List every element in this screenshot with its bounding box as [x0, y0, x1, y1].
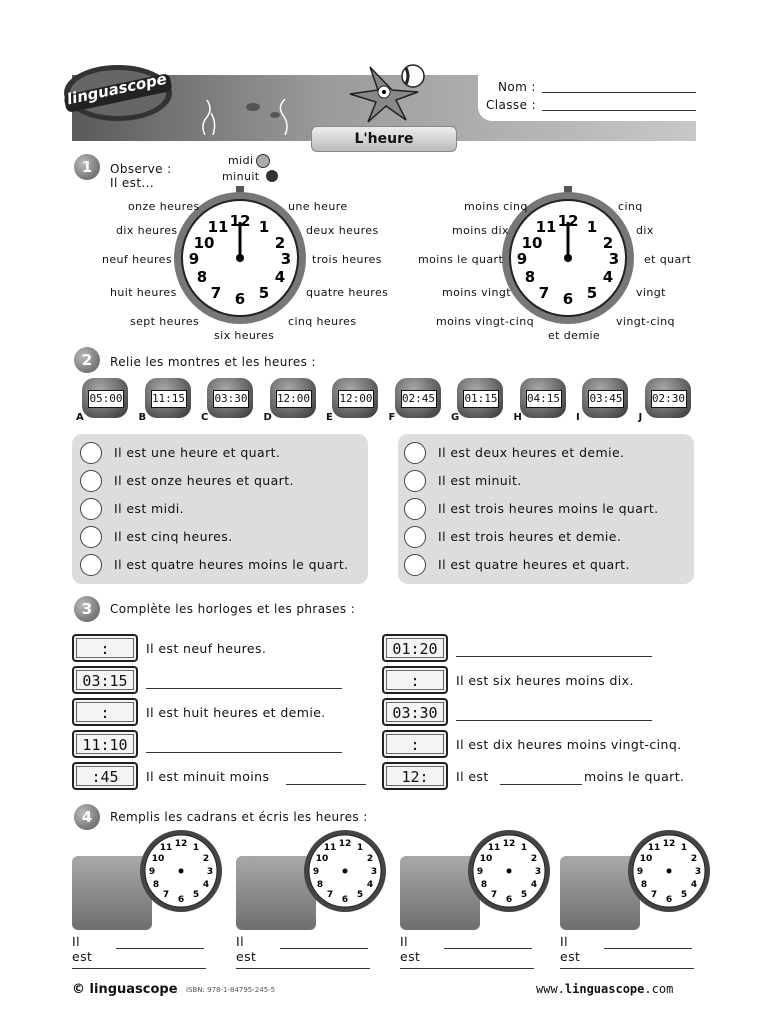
sentence-row	[80, 496, 366, 522]
svg-text:2: 2	[366, 854, 374, 864]
label-dix: dix	[636, 224, 654, 237]
answer-prefix: Il est	[560, 934, 581, 964]
watch-letter: E	[326, 412, 333, 423]
sentence-row	[404, 440, 690, 466]
watch-display: 12:00	[338, 390, 374, 408]
digital-clock[interactable]	[382, 730, 448, 758]
svg-text:9: 9	[148, 867, 156, 877]
label-et-quart: et quart	[644, 253, 692, 266]
svg-text:11: 11	[323, 843, 337, 853]
svg-text:8: 8	[640, 880, 648, 890]
svg-text:8: 8	[480, 880, 488, 890]
label-cinq: cinq	[618, 200, 643, 213]
svg-text:3: 3	[608, 250, 620, 268]
svg-text:11: 11	[487, 843, 501, 853]
watch-display: 01:15	[463, 390, 499, 408]
footer-website	[536, 982, 673, 996]
minuit-label: minuit	[222, 170, 260, 183]
sun-icon	[256, 154, 270, 168]
label-onze-heures: onze heures	[128, 200, 200, 213]
svg-text:4: 4	[602, 268, 614, 286]
svg-text:11: 11	[647, 843, 661, 853]
watch-letter: I	[576, 412, 580, 423]
svg-text:6: 6	[234, 290, 246, 308]
page-title: L'heure	[311, 126, 457, 152]
answer-line-2[interactable]	[72, 968, 206, 969]
answer-line[interactable]	[604, 948, 692, 949]
label-moins-dix: moins dix	[452, 224, 509, 237]
sentence-row	[80, 552, 366, 578]
svg-text:1: 1	[258, 218, 270, 236]
svg-text:3: 3	[694, 867, 702, 877]
ex2-instruction: Relie les montres et les heures :	[110, 355, 316, 369]
svg-text:7: 7	[650, 890, 658, 900]
digital-clock-display: 11:10	[76, 734, 134, 754]
label-moins-cinq: moins cinq	[464, 200, 528, 213]
svg-text:8: 8	[524, 268, 536, 286]
digital-clock[interactable]	[382, 698, 448, 726]
label-quatre-heures: quatre heures	[306, 286, 389, 299]
digital-clock[interactable]	[72, 666, 138, 694]
exercise-number-3: 3	[74, 596, 100, 622]
clock-sentence: Il est dix heures moins vingt-cinq.	[456, 737, 682, 752]
svg-text:7: 7	[490, 890, 498, 900]
name-label: Nom :	[498, 80, 536, 94]
watch-letter: C	[201, 412, 209, 423]
svg-text:5: 5	[258, 284, 270, 302]
website-brand: linguascope	[564, 982, 645, 996]
svg-text:1: 1	[520, 843, 528, 853]
svg-text:2: 2	[602, 234, 614, 252]
ex1-instruction-line2: Il est...	[110, 176, 155, 190]
sentence-text: Il est deux heures et demie.	[438, 445, 625, 460]
watch-letter: H	[513, 412, 522, 423]
blank-clock-icon[interactable]	[302, 828, 388, 918]
digital-clock[interactable]	[382, 762, 448, 790]
svg-text:6: 6	[177, 895, 185, 905]
watch-display: 12:00	[276, 390, 312, 408]
svg-text:7: 7	[210, 284, 222, 302]
svg-text:4: 4	[366, 880, 374, 890]
match-circle[interactable]	[404, 470, 426, 492]
footer-copyright: © linguascope	[72, 982, 178, 997]
match-circle[interactable]	[80, 498, 102, 520]
sentence-row	[404, 496, 690, 522]
svg-text:7: 7	[538, 284, 550, 302]
watch-letter: A	[76, 412, 84, 423]
answer-line[interactable]	[146, 688, 342, 689]
sentence-text: Il est trois heures et demie.	[438, 529, 622, 544]
match-circle[interactable]	[80, 526, 102, 548]
ex3-instruction: Complète les horloges et les phrases :	[110, 602, 356, 616]
svg-text:2: 2	[202, 854, 210, 864]
svg-text:12: 12	[338, 839, 352, 849]
label-six-heures: six heures	[214, 329, 275, 342]
svg-text:3: 3	[206, 867, 214, 877]
svg-text:12: 12	[502, 839, 516, 849]
digital-clock[interactable]	[382, 634, 448, 662]
svg-text:12: 12	[174, 839, 188, 849]
website-prefix: www.	[536, 982, 565, 996]
digital-clock-display: :45	[76, 766, 134, 786]
svg-text:7: 7	[162, 890, 170, 900]
answer-line[interactable]	[456, 656, 652, 657]
svg-text:11: 11	[159, 843, 173, 853]
svg-text:10: 10	[521, 234, 543, 252]
answer-line[interactable]	[500, 784, 582, 785]
svg-text:11: 11	[207, 218, 229, 236]
clock-sentence: Il est six heures moins dix.	[456, 673, 634, 688]
exercise-number-2: 2	[74, 347, 100, 373]
answer-line[interactable]	[444, 948, 532, 949]
match-circle[interactable]	[404, 498, 426, 520]
ex4-instruction: Remplis les cadrans et écris les heures :	[110, 810, 368, 824]
exercise-number-4: 4	[74, 804, 100, 830]
digital-clock-display: 03:30	[386, 702, 444, 722]
svg-text:8: 8	[152, 880, 160, 890]
svg-text:5: 5	[192, 890, 200, 900]
answer-line[interactable]	[116, 948, 204, 949]
blank-clock-icon[interactable]	[466, 828, 552, 918]
svg-text:5: 5	[520, 890, 528, 900]
class-field[interactable]	[542, 110, 696, 111]
answer-prefix: Il est	[400, 934, 421, 964]
svg-text:6: 6	[665, 895, 673, 905]
answer-line[interactable]	[456, 720, 652, 721]
answer-line[interactable]	[146, 752, 342, 753]
svg-text:4: 4	[690, 880, 698, 890]
clock-sentence: Il est huit heures et demie.	[146, 705, 326, 720]
watch-display: 03:45	[588, 390, 624, 408]
svg-text:4: 4	[530, 880, 538, 890]
midi-label: midi	[228, 154, 254, 167]
sentence-row	[404, 524, 690, 550]
seaweed-icon	[195, 95, 305, 135]
label-cinq-heures: cinq heures	[288, 315, 357, 328]
watch-display: 02:30	[651, 390, 687, 408]
svg-text:2: 2	[530, 854, 538, 864]
logo-text: linguascope	[65, 69, 169, 109]
digital-clock[interactable]	[72, 762, 138, 790]
label-vingt-cinq: vingt-cinq	[616, 315, 675, 328]
svg-text:2: 2	[690, 854, 698, 864]
label-neuf-heures: neuf heures	[102, 253, 172, 266]
svg-text:11: 11	[535, 218, 557, 236]
label-moins-vingt-cinq: moins vingt-cinq	[436, 315, 534, 328]
clock-sentence-suffix: moins le quart.	[584, 769, 685, 784]
svg-text:7: 7	[326, 890, 334, 900]
digital-clock[interactable]	[382, 666, 448, 694]
answer-line-2[interactable]	[236, 968, 370, 969]
svg-text:9: 9	[516, 250, 528, 268]
watch-letter: F	[388, 412, 396, 423]
answer-prefix: Il est	[236, 934, 257, 964]
digital-clock[interactable]	[72, 698, 138, 726]
watch-letter: B	[138, 412, 147, 423]
sentence-text: Il est quatre heures et quart.	[438, 557, 630, 572]
digital-clock-display: :	[76, 702, 134, 722]
svg-text:9: 9	[312, 867, 320, 877]
answer-line-2[interactable]	[560, 968, 694, 969]
digital-clock-display: :	[386, 734, 444, 754]
svg-text:4: 4	[274, 268, 286, 286]
svg-text:9: 9	[636, 867, 644, 877]
answer-line[interactable]	[286, 784, 366, 785]
name-field[interactable]	[542, 92, 696, 93]
svg-text:12: 12	[229, 212, 251, 230]
watch-display: 05:00	[88, 390, 124, 408]
digital-clock[interactable]	[72, 730, 138, 758]
moon-icon	[266, 170, 278, 182]
sentence-text: Il est quatre heures moins le quart.	[114, 557, 349, 572]
svg-text:3: 3	[280, 250, 292, 268]
mascot-icon	[340, 62, 430, 124]
label-une-heure: une heure	[288, 200, 348, 213]
digital-clock-display: :	[386, 670, 444, 690]
match-circle[interactable]	[80, 470, 102, 492]
blank-clock-icon[interactable]	[626, 828, 712, 918]
answer-prefix: Il est	[72, 934, 93, 964]
svg-text:1: 1	[356, 843, 364, 853]
svg-text:12: 12	[557, 212, 579, 230]
label-dix-heures: dix heures	[116, 224, 178, 237]
svg-text:4: 4	[202, 880, 210, 890]
blank-clock-icon[interactable]	[138, 828, 224, 918]
sentence-text: Il est onze heures et quart.	[114, 473, 294, 488]
ex1-instruction-line1: Observe :	[110, 162, 172, 176]
label-trois-heures: trois heures	[312, 253, 382, 266]
clock-sentence: Il est neuf heures.	[146, 641, 267, 656]
svg-text:1: 1	[680, 843, 688, 853]
svg-text:6: 6	[505, 895, 513, 905]
clock-sentence: Il est	[456, 769, 489, 784]
sentence-row	[404, 552, 690, 578]
class-label: Classe :	[486, 98, 537, 112]
watch-letter: G	[451, 412, 460, 423]
exercise-number-1: 1	[74, 154, 100, 180]
sentence-row	[80, 524, 366, 550]
clock-sentence: Il est minuit moins	[146, 769, 270, 784]
sentence-row	[404, 468, 690, 494]
match-circle[interactable]	[404, 554, 426, 576]
ex4-scenes	[72, 826, 702, 976]
label-deux-heures: deux heures	[306, 224, 379, 237]
watch-display: 03:30	[213, 390, 249, 408]
digital-clock-display: 01:20	[386, 638, 444, 658]
svg-text:8: 8	[196, 268, 208, 286]
svg-text:12: 12	[662, 839, 676, 849]
watch-display: 02:45	[401, 390, 437, 408]
label-sept-heures: sept heures	[130, 315, 200, 328]
digital-clock[interactable]	[72, 634, 138, 662]
digital-clock-display: 03:15	[76, 670, 134, 690]
watch-row	[78, 378, 698, 428]
svg-text:10: 10	[151, 854, 165, 864]
svg-text:1: 1	[192, 843, 200, 853]
svg-text:6: 6	[341, 895, 349, 905]
svg-text:10: 10	[315, 854, 329, 864]
svg-text:9: 9	[476, 867, 484, 877]
watch-display: 04:15	[526, 390, 562, 408]
footer-isbn: ISBN: 978-1-84795-245-5	[186, 986, 276, 994]
svg-text:6: 6	[562, 290, 574, 308]
watch-display: 11:15	[151, 390, 187, 408]
svg-text:10: 10	[639, 854, 653, 864]
sentence-row	[80, 468, 366, 494]
label-moins-vingt: moins vingt	[442, 286, 511, 299]
svg-text:10: 10	[479, 854, 493, 864]
sentence-text: Il est midi.	[114, 501, 185, 516]
svg-text:5: 5	[680, 890, 688, 900]
watch-letter: J	[638, 412, 643, 423]
label-moins-le-quart: moins le quart	[418, 253, 504, 266]
svg-text:2: 2	[274, 234, 286, 252]
match-circle[interactable]	[80, 442, 102, 464]
svg-text:8: 8	[316, 880, 324, 890]
svg-text:10: 10	[193, 234, 215, 252]
sentence-text: Il est minuit.	[438, 473, 522, 488]
match-circle[interactable]	[404, 442, 426, 464]
svg-text:5: 5	[356, 890, 364, 900]
watch-letter: D	[263, 412, 272, 423]
svg-text:1: 1	[586, 218, 598, 236]
digital-clock-display: 12:	[386, 766, 444, 786]
sentence-row	[80, 440, 366, 466]
answer-line[interactable]	[280, 948, 368, 949]
answer-line-2[interactable]	[400, 968, 534, 969]
sentence-text: Il est une heure et quart.	[114, 445, 281, 460]
svg-text:9: 9	[188, 250, 200, 268]
label-huit-heures: huit heures	[110, 286, 177, 299]
svg-text:5: 5	[586, 284, 598, 302]
sentence-text: Il est trois heures moins le quart.	[438, 501, 659, 516]
label-et-demie: et demie	[548, 329, 601, 342]
svg-text:3: 3	[370, 867, 378, 877]
match-circle[interactable]	[80, 554, 102, 576]
match-circle[interactable]	[404, 526, 426, 548]
label-vingt: vingt	[636, 286, 666, 299]
svg-text:3: 3	[534, 867, 542, 877]
website-suffix: .com	[644, 982, 674, 996]
sentence-text: Il est cinq heures.	[114, 529, 233, 544]
digital-clock-display: :	[76, 638, 134, 658]
